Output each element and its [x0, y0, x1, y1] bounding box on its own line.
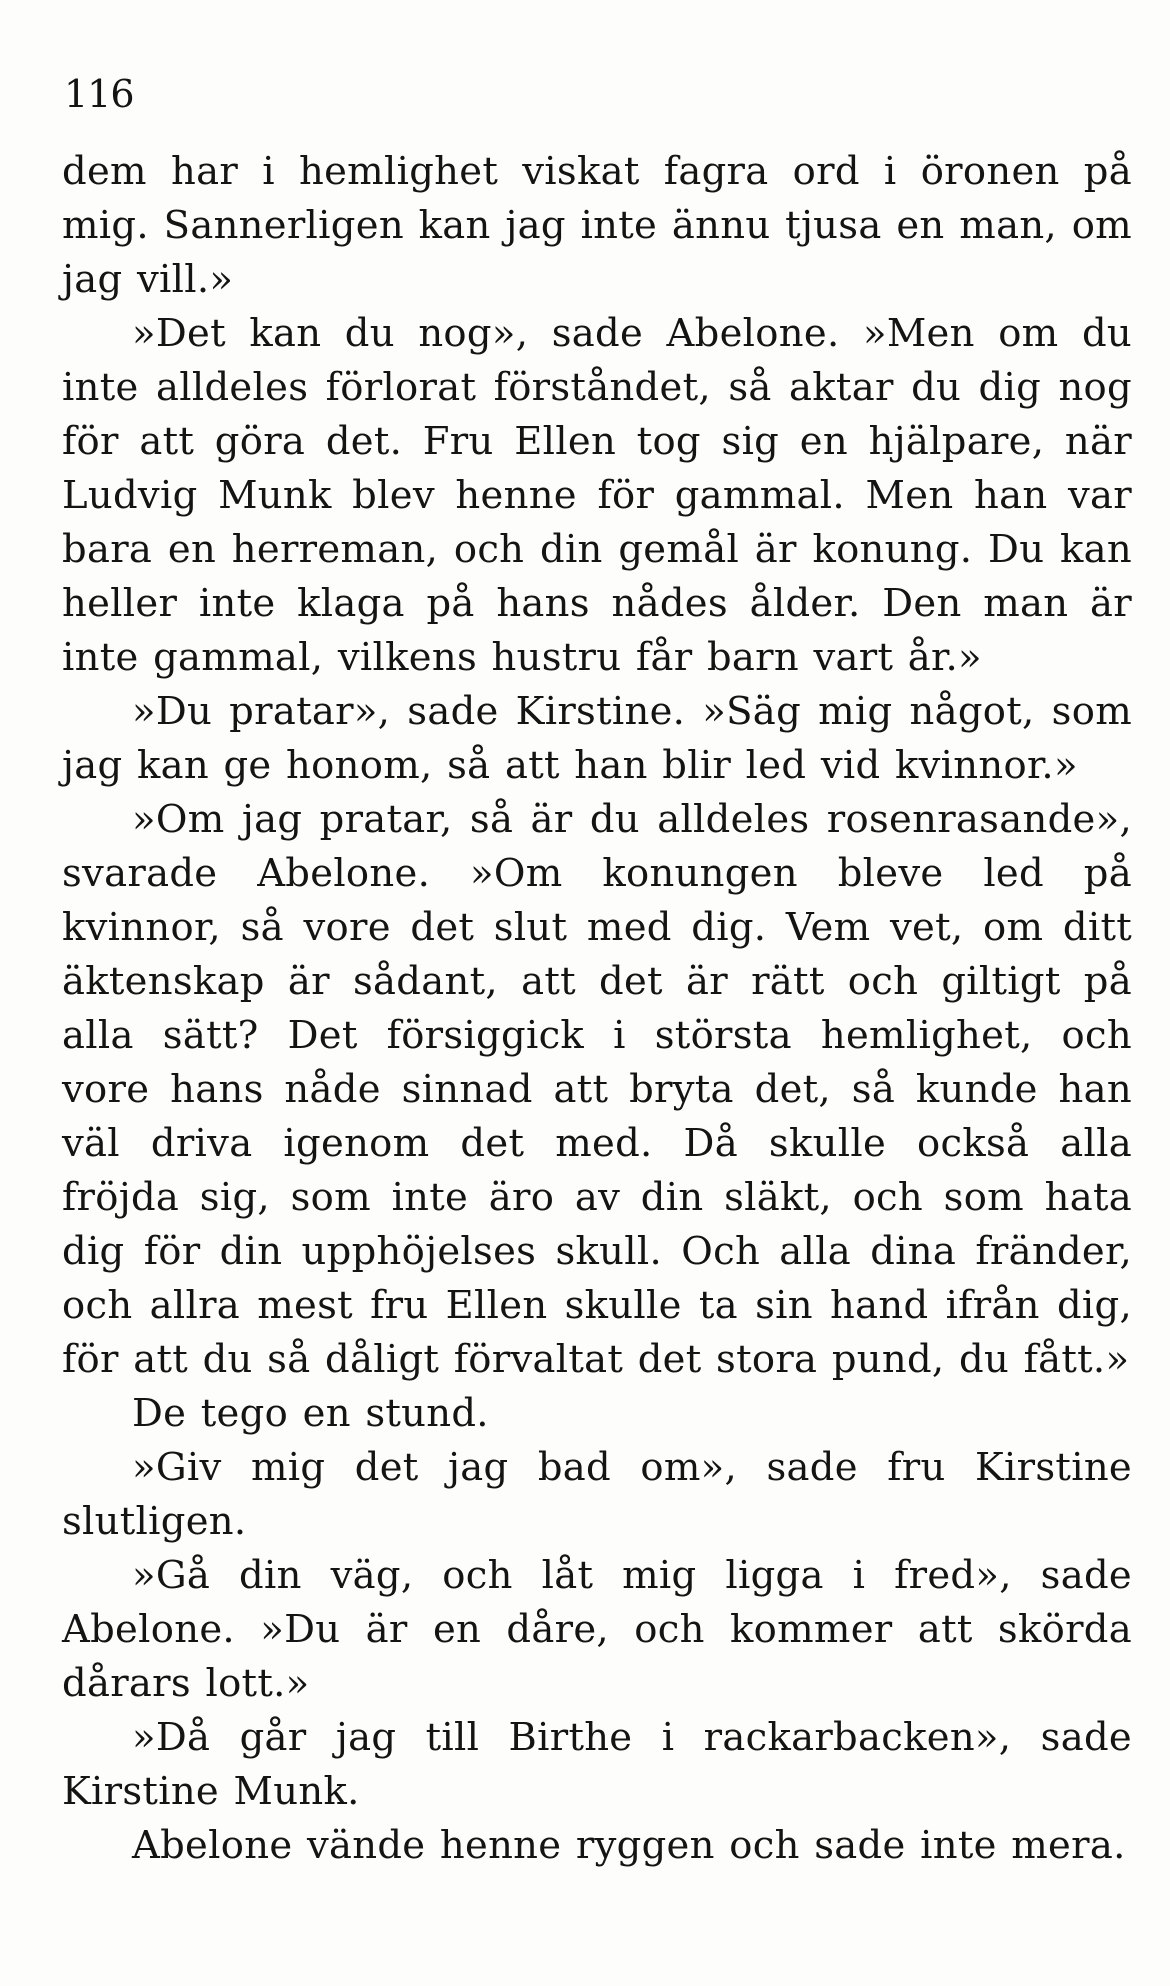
paragraph: De tego en stund.: [132, 1391, 489, 1436]
body-text: [62, 145, 1132, 1873]
paragraph: dem har i hemlighet viskat fagra ord i öronen på mig. Sannerligen kan jag inte ännu tjusa en man, om jag vill.»: [62, 149, 1132, 302]
paragraph: »Giv mig det jag bad om», sade fru Kirstine slutligen.: [62, 1445, 1132, 1544]
paragraph: Abelone vände henne ryggen och sade inte mera.: [132, 1823, 1126, 1868]
paragraph: »Det kan du nog», sade Abelone. »Men om du inte alldeles förlorat förståndet, så aktar du dig nog för att göra det. Fru Ellen tog sig en hjälpare, när Ludvig Munk blev henne för gammal. Men han var bara en herreman, och din gemål är konung. Du kan heller inte klaga på hans nådes ålder. Den man är inte gammal, vilkens hustru får barn vart år.»: [62, 311, 1132, 680]
page-number: 116: [64, 72, 134, 116]
paragraph: »Gå din väg, och låt mig ligga i fred», sade Abelone. »Du är en dåre, och kommer att skörda dårars lott.»: [62, 1553, 1132, 1706]
paragraph: »Du pratar», sade Kirstine. »Säg mig något, som jag kan ge honom, så att han blir led vid kvinnor.»: [62, 689, 1132, 788]
paragraph: »Om jag pratar, så är du alldeles rosenrasande», svarade Abelone. »Om konungen bleve led på kvinnor, så vore det slut med dig. Vem vet, om ditt äktenskap är sådant, att det är rätt och giltigt på alla sätt? Det försiggick i största hemlighet, och vore hans nåde sinnad att bryta det, så kunde han väl driva igenom det med. Då skulle också alla fröjda sig, som inte äro av din släkt, och som hata dig för din upphöjelses skull. Och alla dina fränder, och allra mest fru Ellen skulle ta sin hand ifrån dig, för att du så dåligt förvaltat det stora pund, du fått.»: [62, 797, 1132, 1382]
paragraph: »Då går jag till Birthe i rackarbacken», sade Kirstine Munk.: [62, 1715, 1132, 1814]
